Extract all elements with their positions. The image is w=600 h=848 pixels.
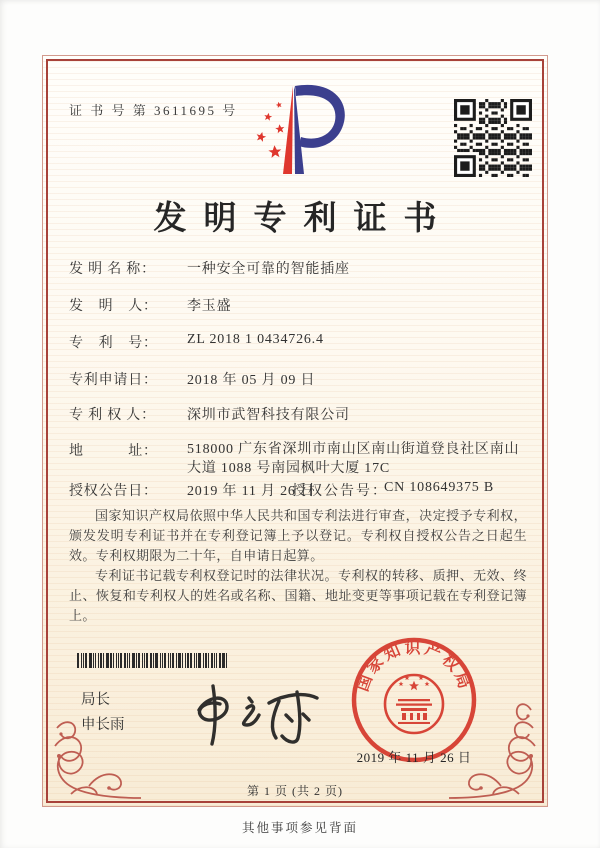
seal-text: 国家知识产权局 [354, 639, 474, 694]
field-value: 2018 年 05 月 09 日 [187, 373, 316, 388]
field-value: 2019 年 11 月 26 日 [187, 484, 315, 499]
field-grant-number [292, 480, 494, 500]
director-signature-icon [155, 666, 335, 761]
cnipa-logo-icon [233, 80, 353, 182]
field-label: 专 利 权 人： [69, 408, 156, 423]
field-label: 发 明 人： [69, 299, 158, 314]
certificate-title: 发明专利证书 [153, 201, 454, 237]
director-title: 局长 [81, 692, 110, 708]
legal-paragraph-1: 国家知识产权局依照中华人民共和国专利法进行审查，决定授予专利权，颁发发明专利证书并在专利登记簿上予以登记。专利权自授权公告之日起生效。专利权期限为二十年，自申请日起算。 [69, 508, 527, 563]
field-patentee [69, 404, 350, 424]
field-address [69, 440, 523, 478]
certificate-number: 证 书 号 第 3611695 号 [69, 103, 238, 118]
director-name: 申长雨 [81, 717, 125, 733]
legal-text [69, 506, 527, 626]
field-label: 地 址： [69, 444, 158, 459]
field-patent-number [69, 332, 324, 352]
qr-code [454, 99, 532, 177]
back-note: 其他事项参见背面 [241, 821, 358, 835]
field-value: ZL 2018 1 0434726.4 [187, 332, 324, 347]
field-inventor [69, 295, 231, 315]
field-filing-date [69, 369, 315, 389]
field-grant-row [69, 480, 494, 500]
field-value: 李玉盛 [187, 299, 232, 314]
certificate-sheet [42, 55, 548, 807]
field-label: 专利申请日： [69, 373, 158, 388]
field-value: CN 108649375 B [384, 480, 494, 495]
field-value: 518000 广东省深圳市南山区南山街道登良社区南山大道 1088 号南园枫叶大厦 17C [187, 442, 520, 476]
field-value: 一种安全可靠的智能插座 [187, 262, 350, 277]
page-number: 第 1 页 (共 2 页) [247, 784, 343, 798]
legal-paragraph-2: 专利证书记载专利权登记时的法律状况。专利权的转移、质押、无效、终止、恢复和专利权人的姓名或名称、国籍、地址变更等事项记载在专利登记簿上。 [69, 568, 527, 623]
field-label: 专 利 号： [69, 336, 158, 351]
seal-date: 2019 年 11 月 26 日 [356, 750, 472, 765]
field-value: 深圳市武智科技有限公司 [187, 408, 350, 423]
field-label: 授权公告号： [292, 484, 388, 499]
field-label: 发 明 名 称： [69, 262, 156, 277]
field-label: 授权公告日： [69, 484, 158, 499]
field-invention-name [69, 258, 350, 278]
